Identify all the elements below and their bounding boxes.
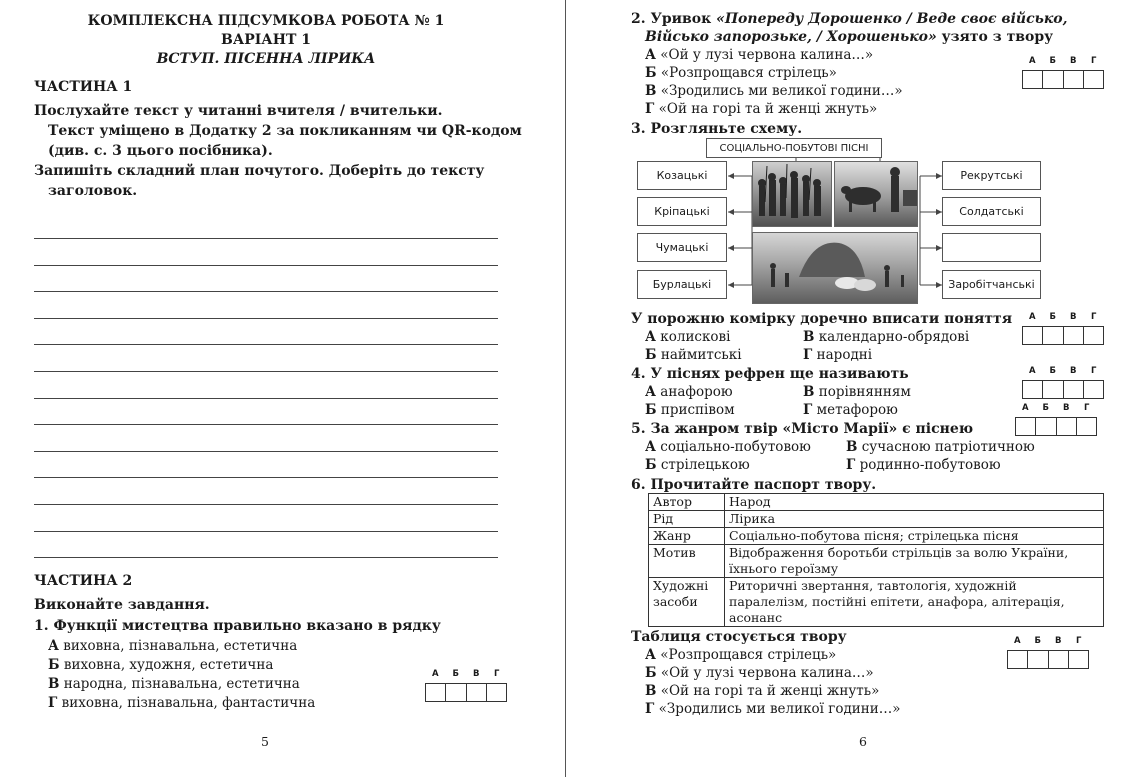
q1-question: 1. Функції мистецтва правильно вказано в рядку — [34, 618, 441, 634]
table-value: Народ — [725, 494, 1104, 511]
cossacks-photo — [752, 161, 832, 227]
answer-letter: А — [431, 669, 439, 679]
part1-line3: (див. с. 3 цього посібника). — [48, 143, 273, 159]
diagram-title: СОЦІАЛЬНО-ПОБУТОВІ ПІСНІ — [706, 138, 882, 158]
table-key: Жанр — [649, 528, 725, 545]
q2-question-line2: Військо запорозьке, / Хорошенько» узято з твору — [645, 29, 1054, 45]
part1-line5: заголовок. — [48, 183, 138, 199]
q6-option-a: А «Розпрощався стрілець» — [645, 647, 837, 663]
q2-option-d: Г «Ой на горі та й женці жнуть» — [645, 101, 878, 117]
answer-box[interactable] — [1008, 651, 1028, 668]
answer-box[interactable] — [426, 684, 446, 701]
q1-option-d: Г виховна, пізнавальна, фантастична — [48, 695, 316, 711]
q1-answer-grid[interactable] — [425, 669, 507, 703]
answer-boxes[interactable] — [425, 683, 507, 702]
answer-box[interactable] — [1084, 327, 1103, 344]
answer-box[interactable] — [1036, 418, 1056, 435]
answer-letter: В — [1070, 366, 1077, 376]
table-row — [649, 545, 1104, 578]
answer-letters — [1022, 366, 1104, 379]
writing-line[interactable] — [34, 398, 498, 399]
writing-line[interactable] — [34, 477, 498, 478]
writing-line[interactable] — [34, 557, 498, 558]
q6-answer-grid[interactable] — [1007, 636, 1089, 670]
diagram-box-kripatski: Кріпацькі — [637, 197, 727, 226]
diagram-box-soldatski: Солдатські — [942, 197, 1041, 226]
answer-letter: В — [473, 669, 480, 679]
writing-line[interactable] — [34, 451, 498, 452]
q4-option-b: Б приспівом — [645, 402, 735, 418]
answer-boxes[interactable] — [1007, 650, 1089, 669]
section-subtitle: ВСТУП. ПІСЕННА ЛІРИКА — [156, 51, 376, 67]
table-row — [649, 528, 1104, 545]
answer-letter: Б — [1042, 403, 1049, 413]
answer-letters — [1007, 636, 1089, 649]
q6-question: 6. Прочитайте паспорт твору. — [631, 477, 877, 493]
passport-table — [648, 493, 1104, 627]
q5-option-b: Б стрілецькою — [645, 457, 750, 473]
answer-letter: Б — [1049, 56, 1056, 66]
q6-follow-question: Таблиця стосується твору — [631, 629, 847, 645]
answer-box[interactable] — [1043, 71, 1063, 88]
book-spine — [565, 0, 566, 777]
work-title: КОМПЛЕКСНА ПІДСУМКОВА РОБОТА № 1 — [87, 13, 445, 29]
writing-line[interactable] — [34, 238, 498, 239]
q1-option-c: В народна, пізнавальна, естетична — [48, 676, 300, 692]
table-value: Риторичні звертання, тавтологія, художній паралелізм, постійні епітети, анафора, алітерація, асонанс — [725, 578, 1104, 627]
q4-option-d: Г метафорою — [803, 402, 898, 418]
answer-letter: Г — [494, 669, 500, 679]
writing-line[interactable] — [34, 531, 498, 532]
page-number-left: 5 — [261, 734, 269, 749]
answer-box[interactable] — [1077, 418, 1096, 435]
table-key: Художні засоби — [649, 578, 725, 627]
page-number-right: 6 — [859, 734, 867, 749]
q4-answer-grid[interactable] — [1022, 366, 1104, 400]
part1-line4: Запишіть складний план почутого. Доберіть до тексту — [34, 163, 485, 179]
table-row — [649, 578, 1104, 627]
answer-box[interactable] — [1043, 381, 1063, 398]
answer-letters — [1015, 403, 1097, 416]
part2-instruction: Виконайте завдання. — [34, 597, 210, 613]
answer-boxes[interactable] — [1022, 70, 1104, 89]
diagram-box-rekrutski: Рекрутські — [942, 161, 1041, 190]
harvest-photo — [752, 232, 918, 304]
q3-answer-grid[interactable] — [1022, 312, 1104, 346]
answer-boxes[interactable] — [1022, 326, 1104, 345]
answer-letter: В — [1070, 312, 1077, 322]
answer-letter: А — [1013, 636, 1021, 646]
q3-option-c: В календарно-обрядові — [803, 329, 970, 345]
part1-heading: ЧАСТИНА 1 — [34, 79, 133, 95]
writing-line[interactable] — [34, 291, 498, 292]
writing-line[interactable] — [34, 504, 498, 505]
q4-question: 4. У піснях рефрен ще називають — [631, 366, 909, 382]
diagram-box-kozatski: Козацькі — [637, 161, 727, 190]
answer-boxes[interactable] — [1015, 417, 1097, 436]
answer-box[interactable] — [1023, 327, 1043, 344]
answer-letter: Б — [1049, 366, 1056, 376]
table-row — [649, 494, 1104, 511]
table-value: Лірика — [725, 511, 1104, 528]
writing-line[interactable] — [34, 371, 498, 372]
diagram-box-chumatski: Чумацькі — [637, 233, 727, 262]
answer-box[interactable] — [1023, 71, 1043, 88]
q5-option-d: Г родинно-побутовою — [846, 457, 1001, 473]
answer-letter: Г — [1076, 636, 1082, 646]
answer-box[interactable] — [1049, 651, 1069, 668]
writing-line[interactable] — [34, 265, 498, 266]
answer-letters — [1022, 312, 1104, 325]
q5-answer-grid[interactable] — [1015, 403, 1097, 437]
writing-line[interactable] — [34, 318, 498, 319]
answer-letter: В — [1055, 636, 1062, 646]
answer-letter: А — [1021, 403, 1029, 413]
q3-option-b: Б наймитські — [645, 347, 742, 363]
q3-option-a: А колискові — [645, 329, 731, 345]
q6-option-c: В «Ой на горі та й женці жнуть» — [645, 683, 880, 699]
q5-option-c: В сучасною патріотичною — [846, 439, 1035, 455]
q3-option-d: Г народні — [803, 347, 873, 363]
answer-letter: Г — [1091, 56, 1097, 66]
answer-box[interactable] — [1023, 381, 1043, 398]
answer-boxes[interactable] — [1022, 380, 1104, 399]
q2-option-a: А «Ой у лузі червона калина…» — [645, 47, 874, 63]
answer-letter: А — [1028, 366, 1036, 376]
answer-letter: А — [1028, 56, 1036, 66]
q5-option-a: А соціально-побутовою — [645, 439, 811, 455]
answer-box[interactable] — [467, 684, 487, 701]
q1-option-b: Б виховна, художня, естетична — [48, 657, 274, 673]
table-row — [649, 511, 1104, 528]
part2-heading: ЧАСТИНА 2 — [34, 573, 133, 589]
variant-title: ВАРІАНТ 1 — [221, 32, 311, 48]
q4-option-a: А анафорою — [645, 384, 733, 400]
answer-box[interactable] — [1043, 327, 1063, 344]
answer-box[interactable] — [1028, 651, 1048, 668]
answer-box[interactable] — [446, 684, 466, 701]
answer-box[interactable] — [1057, 418, 1077, 435]
q6-option-b: Б «Ой у лузі червона калина…» — [645, 665, 874, 681]
answer-letter: В — [1070, 56, 1077, 66]
part1-line2: Текст уміщено в Додатку 2 за покликанням чи QR-кодом — [48, 123, 522, 139]
diagram-box-burlatski: Бурлацькі — [637, 270, 727, 299]
diagram-box-zarobitchanski: Заробітчанські — [942, 270, 1041, 299]
q3-follow-question: У порожню комірку доречно вписати поняття — [631, 311, 1013, 327]
answer-box[interactable] — [1084, 71, 1103, 88]
writing-line[interactable] — [34, 424, 498, 425]
q2-option-b: Б «Розпрощався стрілець» — [645, 65, 837, 81]
answer-letter: Б — [1049, 312, 1056, 322]
answer-letter: Г — [1091, 312, 1097, 322]
q4-option-c: В порівнянням — [803, 384, 911, 400]
table-key: Рід — [649, 511, 725, 528]
part1-line1: Послухайте текст у читанні вчителя / вчительки. — [34, 103, 443, 119]
answer-letter: Б — [1034, 636, 1041, 646]
q1-option-a: А виховна, пізнавальна, естетична — [48, 638, 298, 654]
answer-letter: Г — [1091, 366, 1097, 376]
table-value: Соціально-побутова пісня; стрілецька пісня — [725, 528, 1104, 545]
answer-box[interactable] — [1016, 418, 1036, 435]
q3-question: 3. Розгляньте схему. — [631, 121, 803, 137]
diagram-box-empty[interactable] — [942, 233, 1041, 262]
answer-box[interactable] — [487, 684, 506, 701]
chumaks-photo — [834, 161, 918, 227]
answer-box[interactable] — [1064, 327, 1084, 344]
answer-letter: А — [1028, 312, 1036, 322]
answer-box[interactable] — [1064, 381, 1084, 398]
q2-answer-grid[interactable] — [1022, 56, 1104, 90]
q2-question-line1: 2. Уривок «Попереду Дорошенко / Веде своє військо, — [631, 11, 1068, 27]
table-key: Автор — [649, 494, 725, 511]
answer-letters — [425, 669, 507, 682]
answer-letters — [1022, 56, 1104, 69]
answer-letter: В — [1063, 403, 1070, 413]
answer-letter: Г — [1084, 403, 1090, 413]
answer-letter: Б — [452, 669, 459, 679]
q2-option-c: В «Зродились ми великої години…» — [645, 83, 903, 99]
q6-option-d: Г «Зродились ми великої години…» — [645, 701, 901, 717]
answer-box[interactable] — [1064, 71, 1084, 88]
answer-box[interactable] — [1069, 651, 1088, 668]
table-key: Мотив — [649, 545, 725, 578]
table-value: Відображення боротьби стрільців за волю України, їхнього героїзму — [725, 545, 1104, 578]
writing-line[interactable] — [34, 344, 498, 345]
q5-question: 5. За жанром твір «Місто Марії» є піснею — [631, 421, 974, 437]
answer-box[interactable] — [1084, 381, 1103, 398]
